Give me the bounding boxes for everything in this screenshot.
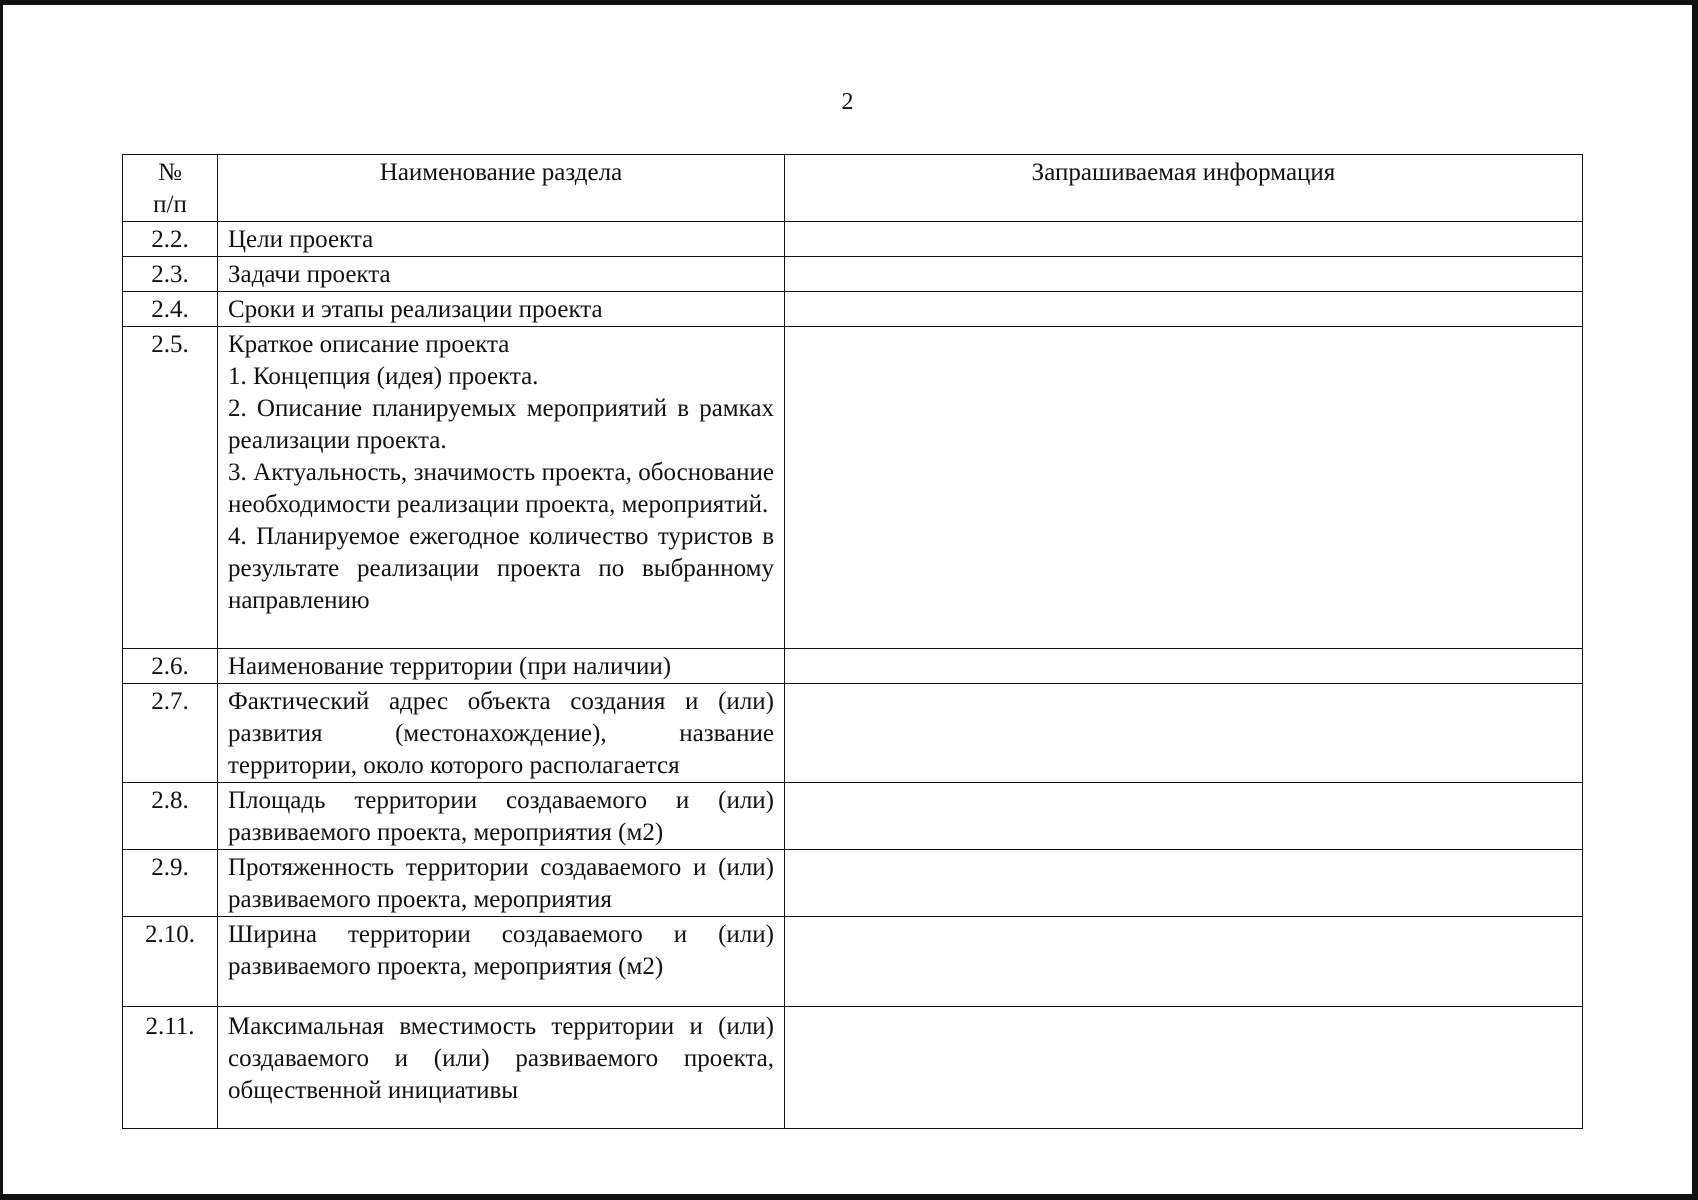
row-section-name: Наименование территории (при наличии) — [218, 649, 785, 684]
table-row — [123, 327, 1583, 649]
table-row — [123, 1007, 1583, 1129]
row-section-name: Сроки и этапы реализации проекта — [218, 292, 785, 327]
table-row — [123, 783, 1583, 850]
table-row — [123, 917, 1583, 1007]
row-info-cell[interactable] — [785, 783, 1583, 850]
row-number: 2.2. — [123, 222, 218, 257]
page-number: 2 — [841, 89, 854, 115]
table-row — [123, 257, 1583, 292]
row-info-cell[interactable] — [785, 292, 1583, 327]
header-num: № п/п — [123, 155, 218, 222]
row-section-name: Протяженность территории создаваемого и (или) развиваемого проекта, мероприятия — [218, 850, 785, 917]
row-section-name: Задачи проекта — [218, 257, 785, 292]
table-row — [123, 649, 1583, 684]
row-number: 2.7. — [123, 684, 218, 783]
row-info-cell[interactable] — [785, 222, 1583, 257]
row-info-cell[interactable] — [785, 850, 1583, 917]
row-number: 2.6. — [123, 649, 218, 684]
description-item: 4. Планируемое ежегодное количество туристов в результате реализации проекта по выбранному направлению — [228, 523, 774, 614]
row-number: 2.9. — [123, 850, 218, 917]
description-item: 1. Концепция (идея) проекта. — [228, 363, 539, 390]
row-info-cell[interactable] — [785, 684, 1583, 783]
requested-info-table — [122, 154, 1583, 1129]
row-section-name: Цели проекта — [218, 222, 785, 257]
row-number: 2.10. — [123, 917, 218, 1007]
table-header-row — [123, 155, 1583, 222]
header-section-name: Наименование раздела — [218, 155, 785, 222]
row-info-cell[interactable] — [785, 649, 1583, 684]
row-number: 2.8. — [123, 783, 218, 850]
row-section-name: Фактический адрес объекта создания и (или) развития (местонахождение), название территории, около которого располагается — [218, 684, 785, 783]
row-section-name: Максимальная вместимость территории и (или) создаваемого и (или) развиваемого проекта, общественной инициативы — [218, 1007, 785, 1129]
row-number: 2.3. — [123, 257, 218, 292]
row-number: 2.11. — [123, 1007, 218, 1129]
description-item: 2. Описание планируемых мероприятий в рамках реализации проекта. — [228, 395, 774, 454]
row-section-name: Площадь территории создаваемого и (или) развиваемого проекта, мероприятия (м2) — [218, 783, 785, 850]
description-item: 3. Актуальность, значимость проекта, обоснование необходимости реализации проекта, мероприятий. — [228, 459, 774, 518]
row-info-cell[interactable] — [785, 1007, 1583, 1129]
table-row — [123, 222, 1583, 257]
table-row — [123, 850, 1583, 917]
table-row — [123, 684, 1583, 783]
header-requested-info: Запрашиваемая информация — [785, 155, 1583, 222]
row-number: 2.5. — [123, 327, 218, 649]
row-number: 2.4. — [123, 292, 218, 327]
row-info-cell[interactable] — [785, 917, 1583, 1007]
row-info-cell[interactable] — [785, 327, 1583, 649]
row-section-name — [218, 327, 785, 649]
row-info-cell[interactable] — [785, 257, 1583, 292]
table-row — [123, 292, 1583, 327]
description-heading: Краткое описание проекта — [228, 331, 510, 358]
row-section-name: Ширина территории создаваемого и (или) развиваемого проекта, мероприятия (м2) — [218, 917, 785, 1007]
